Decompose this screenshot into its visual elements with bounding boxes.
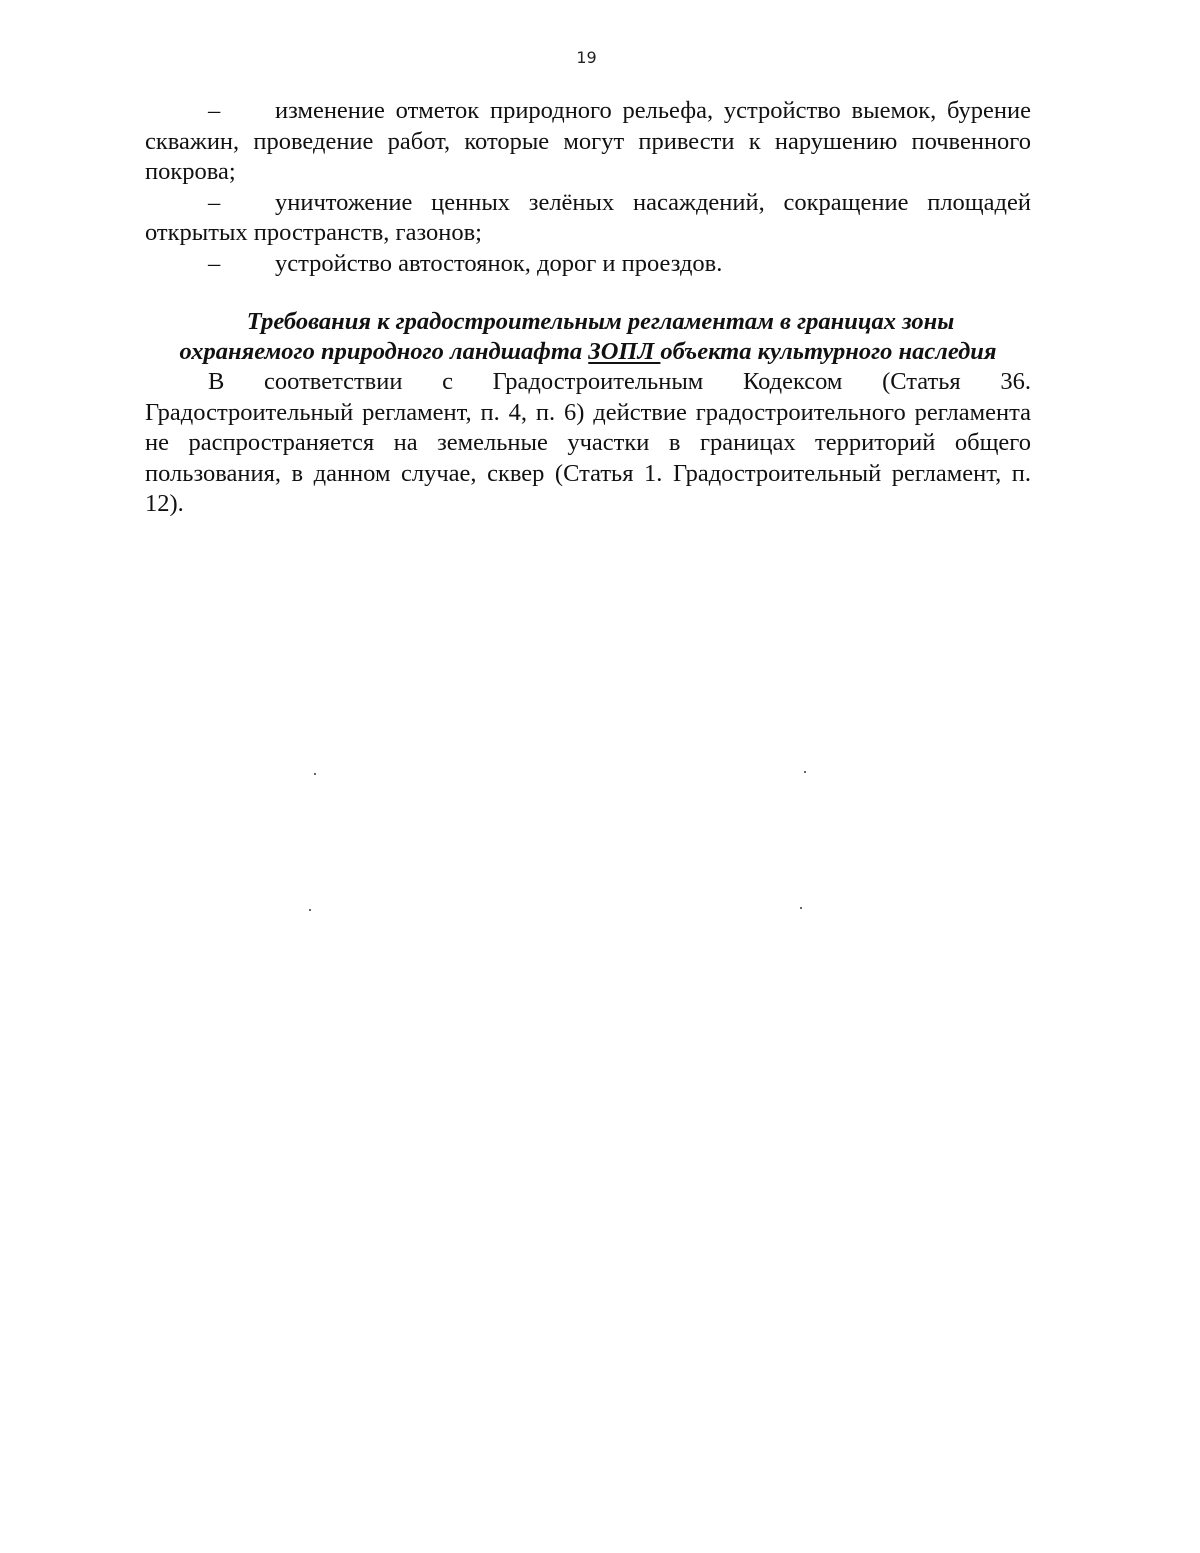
page-number: 19: [576, 48, 597, 67]
scan-speck: [804, 771, 806, 773]
document-body: [145, 96, 1031, 520]
scan-speck: [309, 909, 311, 911]
list-dash: –: [208, 97, 221, 124]
list-item-text: устройство автостоянок, дорог и проездов.: [275, 249, 723, 277]
heading-line-2-start: охраняемого природного ландшафта: [179, 338, 589, 365]
list-item: [145, 188, 1031, 249]
heading-zone-abbreviation: ЗОПЛ: [588, 338, 661, 365]
list-dash: –: [208, 188, 221, 216]
list-item: [145, 96, 1031, 188]
section-heading: [145, 307, 1031, 367]
heading-line-2: [145, 337, 1031, 367]
scan-speck: [800, 907, 802, 909]
scan-speck: [314, 773, 316, 775]
list-item-text: изменение отметок природного рельефа, устройство выемок, бурение скважин, проведение работ, которые могут привести к нарушению почвенного покрова;: [145, 97, 1031, 185]
heading-line-1: Требования к градостроительным регламентам в границах зоны: [246, 308, 955, 335]
heading-line-2-end: объекта культурного наследия: [660, 338, 997, 365]
list-item-text: уничтожение ценных зелёных насаждений, сокращение площадей открытых пространств, газонов;: [145, 188, 1031, 246]
list-item: [145, 249, 1031, 280]
list-dash: –: [208, 249, 221, 277]
body-paragraph: В соответствии с Градостроительным Кодексом (Статья 36. Градостроительный регламент, п. 4, п. 6) действие градостроительного регламента не распространяется на земельные участки в границах территорий общего пользования, в данном случае, сквер (Статья 1. Градостроительный регламент, п. 12).: [145, 368, 1031, 517]
